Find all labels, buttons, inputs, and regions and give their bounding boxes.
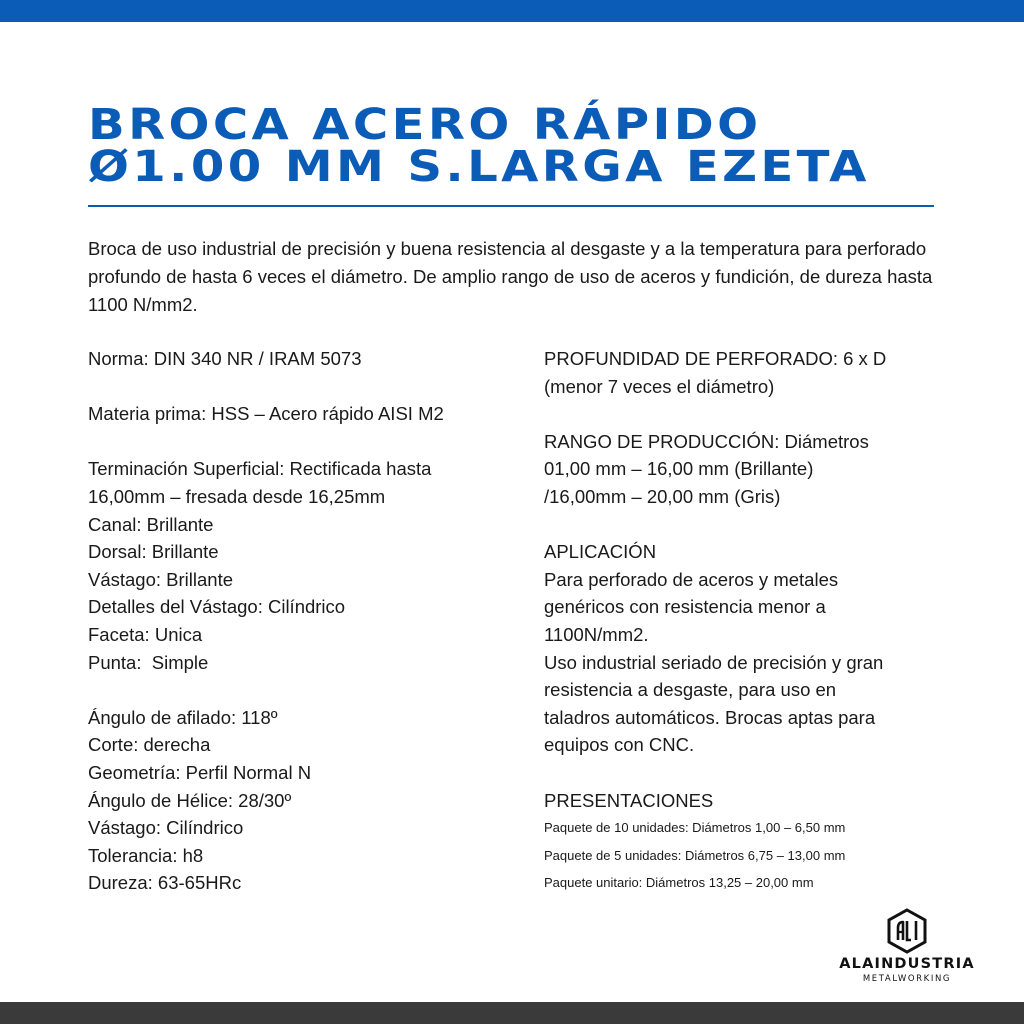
aplicacion-line-6: taladros automáticos. Brocas aptas para: [544, 706, 876, 728]
aplicacion-line-7: equipos con CNC.: [544, 734, 695, 756]
brand-name: ALAINDUSTRIA: [839, 956, 975, 972]
top-accent-bar: [0, 0, 1024, 22]
brand-subtitle: METALWORKING: [862, 974, 952, 984]
spec-terminacion-line-2: 16,00mm – fresada desde 16,25mm: [88, 485, 386, 507]
spec-rango-line-2: 01,00 mm – 16,00 mm (Brillante): [544, 458, 814, 480]
spec-terminacion-line-1: Terminación Superficial: Rectificada hasta: [88, 458, 432, 480]
alaindustria-hexagon-logo-icon: [886, 908, 928, 954]
spec-angulo-helice: Ángulo de Hélice: 28/30º: [88, 789, 292, 811]
spec-corte: Corte: derecha: [88, 734, 211, 756]
spec-punta: Punta: Simple: [88, 651, 209, 673]
spec-dureza: Dureza: 63-65HRc: [88, 872, 242, 894]
bottom-footer-bar: [0, 1002, 1024, 1024]
spec-rango-line-1: RANGO DE PRODUCCIÓN: Diámetros: [544, 430, 869, 452]
aplicacion-line-2: genéricos con resistencia menor a: [544, 596, 826, 618]
spec-tolerancia: Tolerancia: h8: [88, 844, 204, 866]
title-line-2: Ø1.00 MM S.LARGA EZETA: [88, 142, 870, 192]
aplicacion-line-1: Para perforado de aceros y metales: [544, 568, 839, 590]
aplicacion-line-3: 1100N/mm2.: [544, 623, 649, 645]
spec-vastago-cilindrico: Vástago: Cilíndrico: [88, 817, 244, 839]
spec-norma: Norma: DIN 340 NR / IRAM 5073: [88, 348, 362, 369]
spec-angulo-afilado: Ángulo de afilado: 118º: [88, 706, 278, 728]
intro-paragraph: Broca de uso industrial de precisión y buena resistencia al desgaste y a la temperatura para perforado profundo de hasta 6 veces el diámetro. De amplio rango de uso de aceros y fundición, de dureza hasta 1100 N/mm2.: [88, 238, 933, 315]
aplicacion-line-4: Uso industrial seriado de precisión y gran: [544, 651, 884, 673]
presentacion-item: Paquete de 5 unidades: Diámetros 6,75 – 13,00 mm: [544, 847, 846, 863]
spec-geometria: Geometría: Perfil Normal N: [88, 761, 312, 783]
spec-profundidad-line-1: PROFUNDIDAD DE PERFORADO: 6 x D: [544, 348, 887, 369]
spec-materia-prima: Materia prima: HSS – Acero rápido AISI M2: [88, 403, 444, 425]
spec-vastago: Vástago: Brillante: [88, 568, 234, 590]
presentacion-item: Paquete unitario: Diámetros 13,25 – 20,00 mm: [544, 875, 814, 891]
specs-right-column: [544, 345, 964, 897]
spec-rango-line-3: /16,00mm – 20,00 mm (Gris): [544, 485, 781, 507]
presentaciones-heading: PRESENTACIONES: [544, 789, 714, 811]
specs-left-column: [88, 345, 508, 897]
spec-canal: Canal: Brillante: [88, 513, 214, 535]
spec-profundidad-line-2: (menor 7 veces el diámetro): [544, 375, 775, 397]
title-line-1: BROCA ACERO RÁPIDO: [88, 100, 762, 150]
aplicacion-heading: APLICACIÓN: [544, 541, 657, 563]
spec-faceta: Faceta: Unica: [88, 623, 203, 645]
brand-logo: [822, 908, 992, 984]
aplicacion-line-5: resistencia a desgaste, para uso en: [544, 679, 837, 701]
spec-detalles-vastago: Detalles del Vástago: Cilíndrico: [88, 596, 346, 618]
title-divider: [88, 205, 934, 207]
page-title: [88, 100, 870, 192]
spec-dorsal: Dorsal: Brillante: [88, 541, 219, 563]
presentacion-item: Paquete de 10 unidades: Diámetros 1,00 – 6,50 mm: [544, 820, 846, 836]
